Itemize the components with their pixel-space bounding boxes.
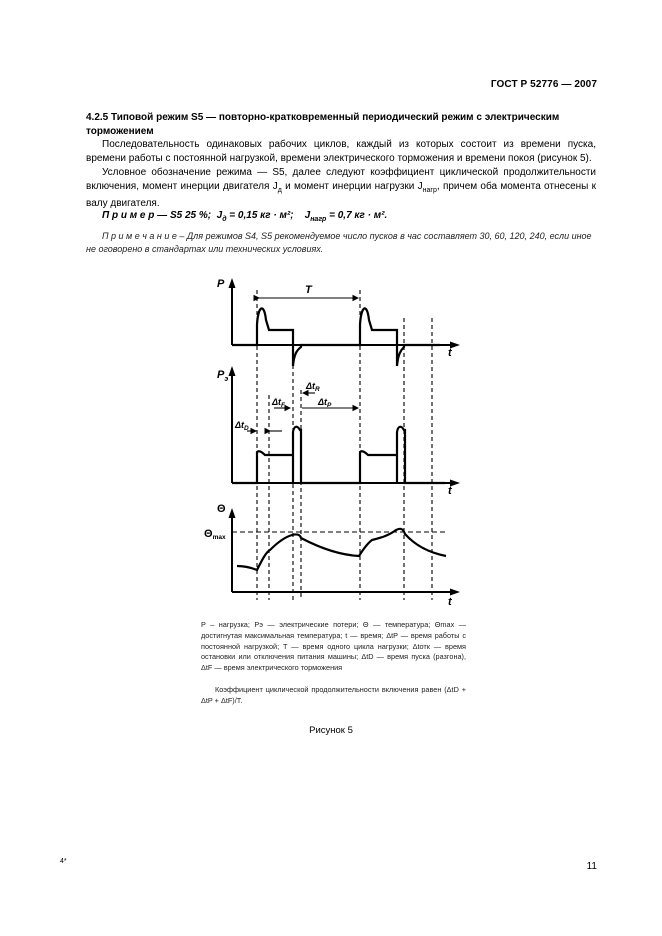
losses-curve — [232, 427, 445, 483]
label-P: P — [217, 278, 225, 290]
label-T: T — [305, 284, 312, 296]
label-t-2: t — [448, 485, 452, 497]
label-t-1: t — [448, 347, 452, 359]
pe-axis-arrow — [229, 366, 236, 376]
theta-time-arrow — [450, 589, 460, 596]
paragraph-designation: Условное обозначение режима — S5, далее следуют коэффициент циклической продолжительности включения, момент инерции двигателя $J_д$ и момент инерции нагрузки $J_{нагр}$, причем оба момента отнесены к валу двигателя. — [86, 167, 596, 209]
figure-caption: Рисунок 5 — [309, 725, 353, 736]
figure-legend: P – нагрузка; Pэ — электрические потери; Θ — температура; Θmax — достигнутая максимальная температура; t — время; ΔtP — время работы с постоянной нагрузкой; T — время одного цикла нагрузки; Δtотк — время остановки или отключения питания машины; ΔtD — время пуска (разгона), ΔtF — время электрического торможения — [201, 620, 466, 673]
page-number: 11 — [586, 861, 597, 872]
temperature-curve — [237, 529, 446, 570]
label-dtP: $\Delta t_P$ — [318, 397, 332, 409]
load-curve — [232, 308, 440, 366]
section-heading: 4.2.5 Типовой режим S5 — повторно-кратковременный периодический режим с электрическим торможением — [86, 112, 560, 137]
paragraph-definition: Последовательность одинаковых рабочих циклов, каждый из которых состоит из времени пуска, времени работы с постоянной нагрузкой, времени электрического торможения и времени покоя (рисунок 5). — [86, 139, 596, 164]
example-line: П р и м е р — S5 25 %; $J_д = 0,15$ кг · м²; $J_{нагр} = 0,7$ кг · м². — [102, 210, 388, 223]
figure-coefficient: Коэффициент циклической продолжительности включения равен (ΔtD + ΔtP + ΔtF)/T. — [201, 685, 466, 705]
standard-number: ГОСТ Р 52776 — 2007 — [490, 79, 597, 90]
page-signature: 4* — [60, 858, 67, 865]
label-theta-max: Θmax — [204, 528, 226, 541]
p-axis-arrow — [229, 278, 236, 288]
label-theta: Θ — [217, 503, 226, 515]
label-t-3: t — [448, 596, 452, 608]
label-dtF: $\Delta t_F$ — [272, 397, 286, 409]
label-Pe: $P_э$ — [217, 369, 229, 383]
label-dtD: $\Delta t_D$ — [235, 420, 249, 432]
label-dtR: $\Delta t_R$ — [306, 381, 320, 393]
note-paragraph: П р и м е ч а н и е – Для режимов S4, S5 рекомендуемое число пусков в час составляет 30, 60, 120, 240, если иное не оговорено в стандартах или технических условиях. — [86, 231, 592, 254]
theta-axis-arrow — [229, 508, 236, 518]
